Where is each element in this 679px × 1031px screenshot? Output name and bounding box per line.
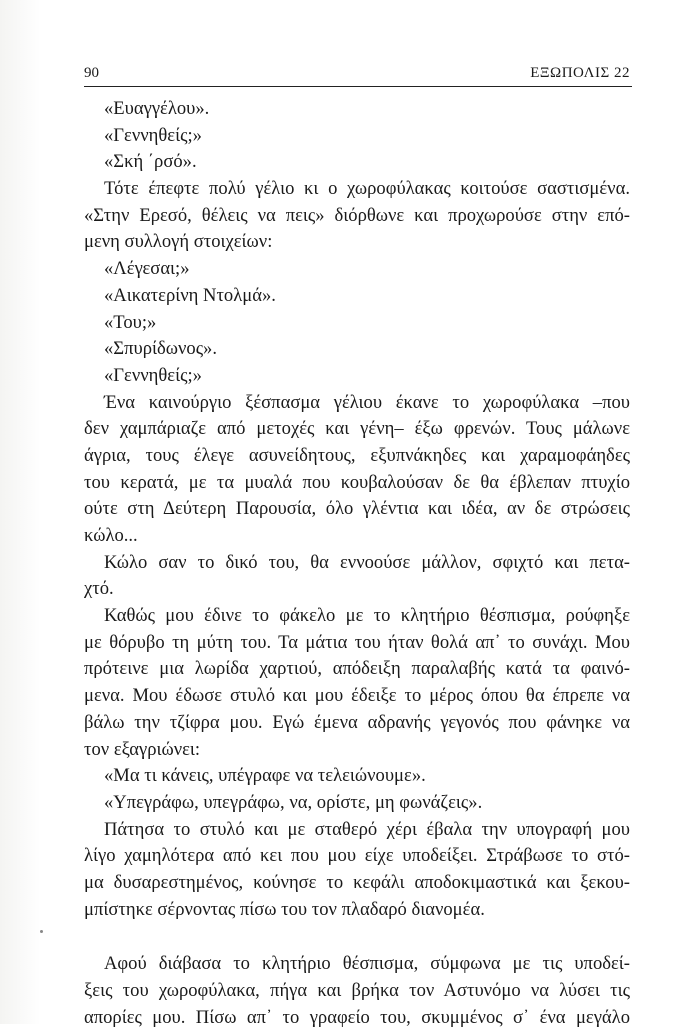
text-line: Αφού διάβασα το κλητήριο θέσπισμα, σύμφωνα με τις υποδεί- [104, 953, 630, 975]
text-line: «Ευαγγέλου». [104, 98, 210, 119]
text-line: «Σκή ΄ρσό». [104, 151, 197, 173]
text-line: λίγο χαμηλότερα από κει που μου είχε υποδείξει. Στράβωσε το στό- [84, 845, 630, 867]
page-header [84, 64, 632, 87]
text-line: «Μα τι κάνεις, υπέγραφε να τελειώνουμε». [104, 765, 426, 787]
text-line: Τότε έπεφτε πολύ γέλιο κι ο χωροφύλακας κοιτούσε σαστισμένα. [104, 178, 630, 200]
text-line: «Του;» [104, 311, 157, 333]
text-line: βάλω την τζίφρα μου. Εγώ έμενα αδρανής γεγονός που φάνηκε να [84, 711, 630, 733]
paragraph-gap [84, 923, 630, 951]
text-line: ξεις του χωροφύλακα, πήγα και βρήκα τον Αστυνόμο να λύσει τις [84, 980, 630, 1001]
text-line: μπίστηκε σέρνοντας πίσω του τον πλαδαρό διανομέα. [84, 898, 485, 920]
text-line: κώλο... [84, 525, 138, 546]
text-line: μα δυσαρεστημένος, κούνησε το κεφάλι αποδοκιμαστικά και ξεκου- [84, 871, 630, 893]
text-line: «Υπεγράφω, υπεγράφω, να, ορίστε, μη φωνάζεις». [104, 791, 483, 813]
text-line: απορίες μου. Πίσω απ᾽ το γραφείο του, σκυμμένος σ᾽ ένα μεγάλο [84, 1006, 630, 1028]
text-line: χτό. [84, 578, 114, 600]
text-line: ούτε στη Δεύτερη Παρουσία, όλο γλέντια και ιδέα, αν δε στρώσεις [84, 498, 630, 520]
text-line: άγρια, τους έλεγε ασυνείδητους, εξυπνάκηδες και χαραμοφάηδες [84, 444, 630, 466]
text-line: μενη συλλογή στοιχείων: [84, 231, 273, 253]
text-line: «Γεννηθείς;» [104, 124, 202, 146]
paper-speck [40, 930, 43, 933]
text-line: Καθώς μου έδινε το φάκελο με το κλητήριο θέσπισμα, ρούφηξε [104, 605, 630, 627]
text-line: «Σπυρίδωνος». [104, 338, 218, 360]
text-line: «Λέγεσαι;» [104, 258, 190, 280]
page-number: 90 [84, 65, 99, 81]
text-line: του κερατά, με τα μυαλά που κουβαλούσαν δε θα έβλεπαν πτυχίο [84, 471, 630, 493]
running-title: ΕΞΩΠΟΛΙΣ 22 [530, 65, 630, 81]
text-line: «Γεννηθείς;» [104, 364, 202, 386]
text-line: τον εξαγριώνει: [84, 738, 201, 760]
body-text [84, 96, 630, 1031]
text-line: δεν χαμπάριαζε από μετοχές και γένη– έξω φρενών. Τους μάλωνε [84, 418, 630, 440]
text-line: Πάτησα το στυλό και με σταθερό χέρι έβαλα την υπογραφή μου [104, 818, 630, 840]
text-line: Κώλο σαν το δικό του, θα εννοούσε μάλλον, σφιχτό και πετα- [104, 551, 630, 573]
text-line: μενα. Μου έδωσε στυλό και μου έδειξε το μέρος όπου θα έπρεπε να [84, 685, 630, 707]
text-line: πρότεινε μια λωρίδα χαρτιού, απόδειξη παραλαβής κατά τα φαινό- [84, 658, 630, 680]
text-line: «Στην Ερεσό, θέλεις να πεις» διόρθωνε και προχωρούσε στην επό- [84, 204, 630, 226]
text-line: Ένα καινούργιο ξέσπασμα γέλιου έκανε το χωροφύλακα –που [104, 391, 630, 413]
text-line: με θόρυβο τη μύτη του. Τα μάτια του ήταν θολά απ᾽ το συνάχι. Μου [84, 631, 630, 653]
text-line: «Αικατερίνη Ντολμά». [104, 284, 276, 306]
